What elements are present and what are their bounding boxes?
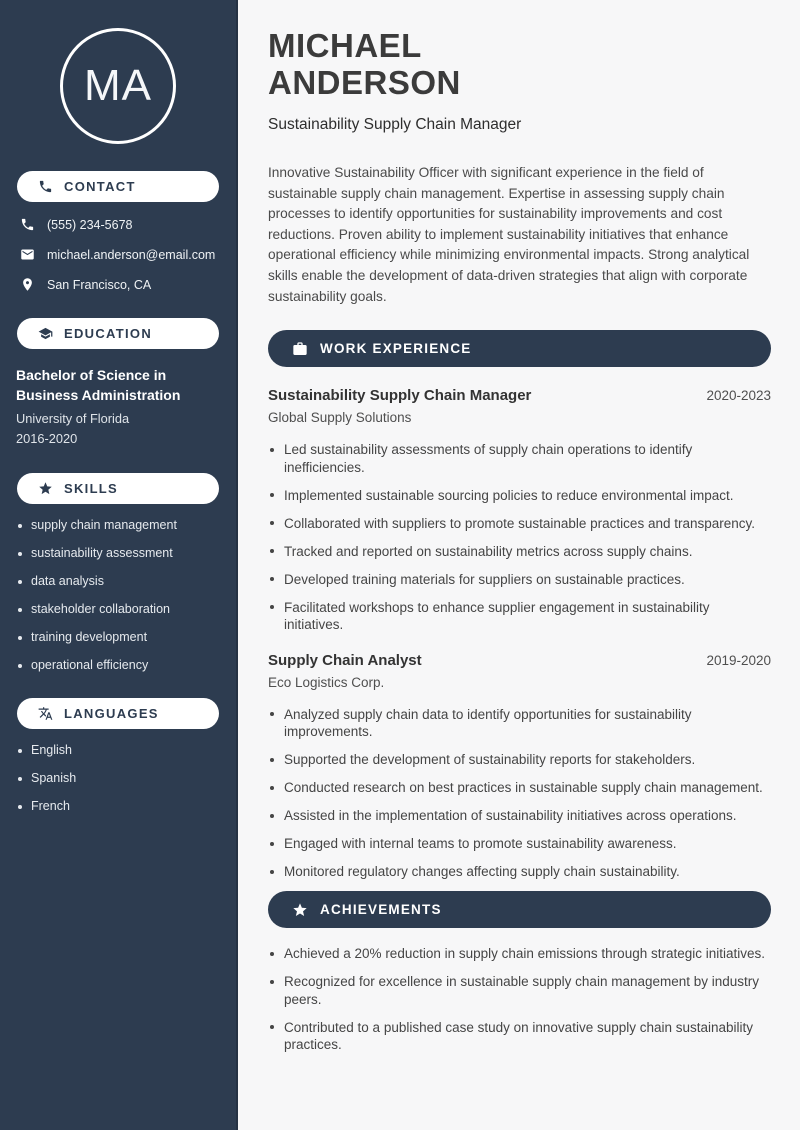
job-title: Supply Chain Analyst bbox=[268, 651, 422, 669]
name-heading bbox=[268, 27, 771, 101]
first-name: MICHAEL bbox=[268, 27, 422, 64]
language-item: Spanish bbox=[0, 771, 236, 786]
mail-icon bbox=[20, 247, 35, 262]
contact-section-title: CONTACT bbox=[64, 179, 136, 194]
contact-location bbox=[0, 277, 236, 292]
job-bullet: Engaged with internal teams to promote sustainability awareness. bbox=[268, 835, 771, 853]
skill-item: training development bbox=[0, 630, 236, 645]
achievement-bullet: Recognized for excellence in sustainable supply chain management by industry peers. bbox=[268, 973, 771, 1008]
skills-section-title: SKILLS bbox=[64, 481, 119, 496]
contact-email bbox=[0, 247, 236, 262]
skill-item: operational efficiency bbox=[0, 658, 236, 673]
job-bullet: Developed training materials for suppliers on sustainable practices. bbox=[268, 571, 771, 589]
star-icon bbox=[38, 481, 53, 496]
job-bullet: Supported the development of sustainability reports for stakeholders. bbox=[268, 751, 771, 769]
job-dates: 2019-2020 bbox=[706, 652, 771, 668]
job-company: Eco Logistics Corp. bbox=[268, 674, 385, 690]
education-entry bbox=[16, 366, 220, 446]
contact-phone-value: (555) 234-5678 bbox=[47, 217, 133, 232]
contact-location-value: San Francisco, CA bbox=[47, 277, 152, 292]
achievement-bullet: Contributed to a published case study on innovative supply chain sustainability practices. bbox=[268, 1019, 771, 1054]
skill-item: data analysis bbox=[0, 574, 236, 589]
summary-paragraph: Innovative Sustainability Officer with significant experience in the field of sustainable supply chain management. Expertise in assessing supply chain processes to identify opportunities for sustainability improvements and cost reductions. Proven ability to implement sustainability initiatives that enhance operational efficiency while minimizing environmental impacts. Strong analytical skills enable the development of data-driven strategies that align with corporate sustainability goals. bbox=[268, 165, 750, 304]
education-section-title: EDUCATION bbox=[64, 326, 153, 341]
sidebar bbox=[0, 0, 238, 1130]
job-header bbox=[268, 387, 771, 404]
job-bullet: Assisted in the implementation of sustainability initiatives across operations. bbox=[268, 807, 771, 825]
education-section-header bbox=[17, 318, 219, 349]
contact-email-value: michael.anderson@email.com bbox=[47, 247, 216, 262]
achievement-bullet: Achieved a 20% reduction in supply chain emissions through strategic initiatives. bbox=[268, 945, 771, 963]
languages-section-header bbox=[17, 698, 219, 729]
job-bullet: Collaborated with suppliers to promote sustainable practices and transparency. bbox=[268, 515, 771, 533]
skills-list bbox=[0, 518, 236, 673]
job-company: Global Supply Solutions bbox=[268, 410, 412, 426]
work-experience-title: WORK EXPERIENCE bbox=[320, 341, 472, 357]
job-bullet: Conducted research on best practices in sustainable supply chain management. bbox=[268, 779, 771, 797]
job-bullet: Facilitated workshops to enhance supplier engagement in sustainability initiatives. bbox=[268, 599, 771, 634]
contact-phone bbox=[0, 217, 236, 232]
translate-icon bbox=[38, 706, 53, 721]
achievements-list bbox=[268, 945, 771, 1054]
job-bullet: Tracked and reported on sustainability metrics across supply chains. bbox=[268, 543, 771, 561]
graduation-cap-icon bbox=[38, 326, 53, 341]
skill-item: stakeholder collaboration bbox=[0, 602, 236, 617]
contact-section-header bbox=[17, 171, 219, 202]
avatar-initials: MA bbox=[84, 61, 152, 110]
last-name: ANDERSON bbox=[268, 64, 461, 101]
job-entry bbox=[268, 387, 771, 634]
job-dates: 2020-2023 bbox=[706, 388, 771, 404]
job-header bbox=[268, 652, 771, 669]
language-item: French bbox=[0, 799, 236, 814]
work-experience-banner bbox=[268, 330, 771, 367]
job-bullet: Monitored regulatory changes affecting supply chain sustainability. bbox=[268, 863, 771, 881]
job-bullet-list bbox=[268, 706, 771, 881]
contact-list bbox=[0, 217, 236, 292]
education-years: 2016-2020 bbox=[16, 431, 78, 446]
skill-item: supply chain management bbox=[0, 518, 236, 533]
job-title: Sustainability Supply Chain Manager bbox=[268, 387, 532, 405]
job-entry bbox=[268, 652, 771, 881]
languages-list bbox=[0, 743, 236, 814]
skill-item: sustainability assessment bbox=[0, 546, 236, 561]
star-icon bbox=[292, 902, 308, 918]
job-bullet: Analyzed supply chain data to identify opportunities for sustainability improvements. bbox=[268, 706, 771, 741]
education-school: University of Florida bbox=[16, 411, 130, 426]
achievements-banner bbox=[268, 891, 771, 928]
job-bullet: Led sustainability assessments of supply chain operations to identify inefficiencies. bbox=[268, 441, 771, 476]
location-pin-icon bbox=[20, 277, 35, 292]
profile-headline: Sustainability Supply Chain Manager bbox=[268, 116, 522, 133]
phone-icon bbox=[38, 179, 53, 194]
job-bullet: Implemented sustainable sourcing policies to reduce environmental impact. bbox=[268, 487, 771, 505]
phone-icon bbox=[20, 217, 35, 232]
languages-section-title: LANGUAGES bbox=[64, 706, 159, 721]
briefcase-icon bbox=[292, 341, 308, 357]
education-degree: Bachelor of Science in Business Administration bbox=[16, 367, 181, 403]
avatar bbox=[60, 28, 176, 144]
job-bullet-list bbox=[268, 441, 771, 634]
language-item: English bbox=[0, 743, 236, 758]
skills-section-header bbox=[17, 473, 219, 504]
achievements-title: ACHIEVEMENTS bbox=[320, 902, 442, 918]
main-content bbox=[238, 0, 800, 1130]
